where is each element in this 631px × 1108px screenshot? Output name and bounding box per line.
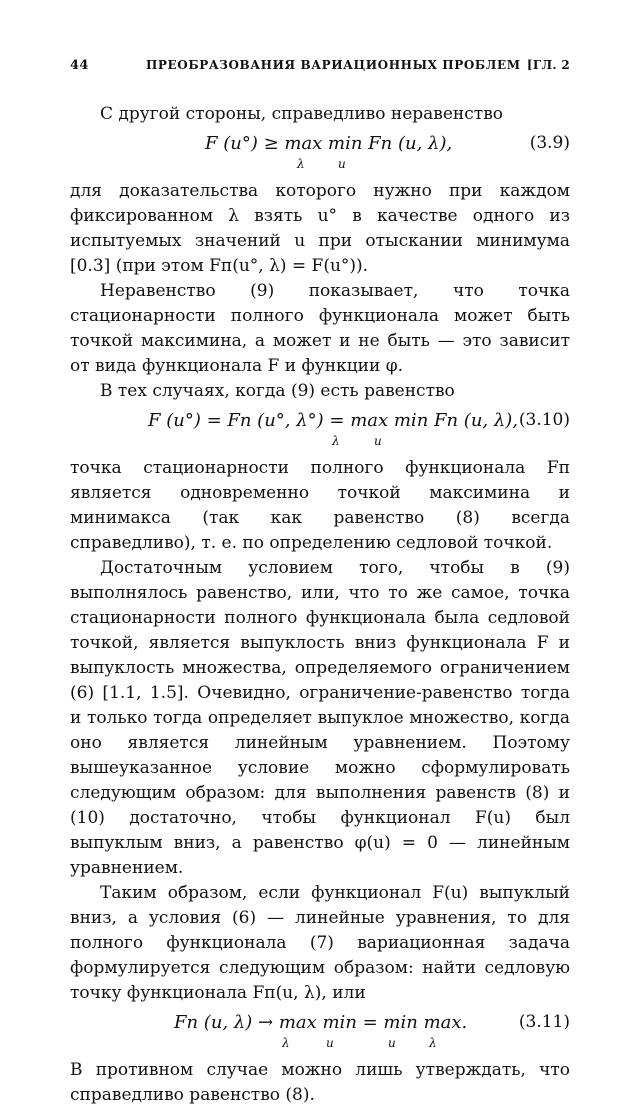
- page-number: 44: [70, 58, 89, 73]
- paragraph-2: для доказательства которого нужно при каждом фиксированном λ взять u° в качестве одного из испытуемых значений u при отыскании минимума [0.3] (при этом Fп(u°, λ) = F(u°)).: [70, 181, 570, 276]
- chapter-label: [ГЛ. 2: [526, 58, 570, 72]
- formula-3-11-expression: Fп (u, λ) → max min = min max.: [174, 1012, 468, 1033]
- formula-3-11-sub-max: λ: [282, 1036, 290, 1050]
- formula-3-9-expression: F (u°) ≥ max min Fп (u, λ),: [205, 133, 453, 154]
- paragraph-4: В тех случаях, когда (9) есть равенство: [100, 381, 455, 401]
- paragraph-7: Таким образом, если функционал F(u) выпуклый вниз, а условия (6) — линейные уравнения, то для полного функционала (7) вариационная задача формулируется следующим образом: найти седловую точку функционала Fп(u, λ), или: [70, 883, 570, 1003]
- paragraph-6: Достаточным условием того, чтобы в (9) выполнялось равенство, или, что то же самое, точка стационарности полного функционала была седловой точкой, является выпуклость вниз функционала F и выпуклость множества, определяемого ограничением (6) [1.1, 1.5]. Очевидно, ограничение-равенство тогда и только тогда определяет выпуклое множество, когда оно является линейным уравнением. Поэтому вышеуказанное условие можно сформулировать следующим образом: для выполнения равенств (8) и (10) достаточно, чтобы функционал F(u) был выпуклым вниз, а равенство φ(u) = 0 — линейным уравнением.: [70, 558, 570, 878]
- formula-3-9: [70, 129, 570, 173]
- book-page: [70, 58, 570, 1108]
- formula-3-10: [70, 406, 570, 450]
- formula-3-11-sub-min-right: u: [388, 1036, 396, 1050]
- page-header: [70, 58, 570, 82]
- formula-3-9-sub-min: u: [338, 157, 346, 171]
- paragraph-8: В противном случае можно лишь утверждать, что справедливо равенство (8).: [70, 1060, 570, 1105]
- formula-3-10-expression: F (u°) = Fп (u°, λ°) = max min Fп (u, λ),: [148, 410, 519, 431]
- paragraph-3: Неравенство (9) показывает, что точка стационарности полного функционала может быть точкой максимина, а может и не быть — это зависит от вида функционала F и функции φ.: [70, 281, 570, 376]
- formula-3-10-sub-min: u: [374, 434, 382, 448]
- formula-3-11: [70, 1008, 570, 1052]
- formula-3-10-number: (3.10): [518, 410, 570, 430]
- paragraph-1: С другой стороны, справедливо неравенство: [100, 104, 503, 124]
- formula-3-11-number: (3.11): [518, 1012, 570, 1032]
- formula-3-10-sub-max: λ: [332, 434, 340, 448]
- running-title: ПРЕОБРАЗОВАНИЯ ВАРИАЦИОННЫХ ПРОБЛЕМ: [146, 58, 521, 72]
- formula-3-11-sub-min: u: [326, 1036, 334, 1050]
- formula-3-11-sub-max-right: λ: [429, 1036, 437, 1050]
- formula-3-9-sub-max: λ: [297, 157, 305, 171]
- paragraph-5: точка стационарности полного функционала Fп является одновременно точкой максимина и минимакса (так как равенство (8) всегда справедливо), т. е. по определению седловой точкой.: [70, 458, 570, 553]
- formula-3-9-number: (3.9): [529, 133, 570, 153]
